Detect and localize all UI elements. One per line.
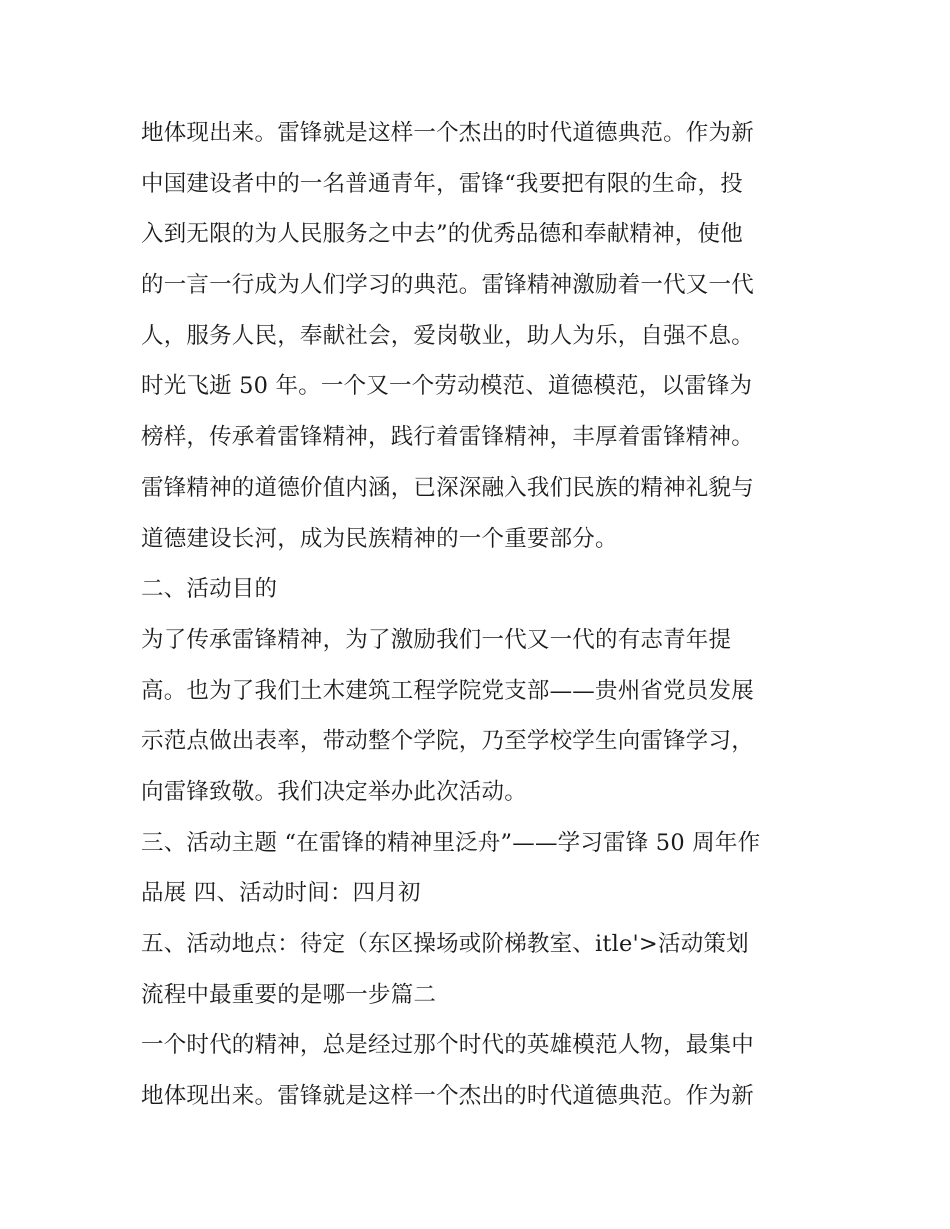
text-line: 示范点做出表率，带动整个学院，乃至学校学生向雷锋学习，	[141, 728, 754, 755]
text-line: 高。也为了我们土木建筑工程学院党支部——贵州省党员发展	[141, 677, 754, 704]
text-line: 为了传承雷锋精神，为了激励我们一代又一代的有志青年提	[141, 626, 732, 653]
text-line: 一个时代的精神，总是经过那个时代的英雄模范人物，最集中	[141, 1032, 754, 1059]
text-line: 向雷锋致敬。我们决定举办此次活动。	[141, 778, 527, 805]
text-line: 人，服务人民，奉献社会，爱岗敬业，助人为乐，自强不息。	[141, 322, 754, 349]
document-body	[141, 108, 821, 1122]
text-line: 入到无限的为人民服务之中去”的优秀品德和奉献精神，使他	[141, 221, 743, 248]
text-line: 雷锋精神的道德价值内涵，已深深融入我们民族的精神礼貌与	[141, 474, 754, 501]
text-line: 流程中最重要的是哪一步篇二	[141, 981, 437, 1008]
text-line: 地体现出来。雷锋就是这样一个杰出的时代道德典范。作为新	[141, 120, 754, 146]
text-line: 地体现出来。雷锋就是这样一个杰出的时代道德典范。作为新	[141, 1083, 754, 1110]
text-line: 品展 四、活动时间：四月初	[141, 880, 421, 907]
text-line: 中国建设者中的一名普通青年，雷锋“我要把有限的生命，投	[141, 170, 743, 197]
text-line: 时光飞逝 50 年。一个又一个劳动模范、道德模范，以雷锋为	[141, 373, 753, 400]
section-heading: 三、活动主题 “在雷锋的精神里泛舟”——学习雷锋 50 周年作	[141, 829, 761, 856]
text-line: 的一言一行成为人们学习的典范。雷锋精神激励着一代又一代	[141, 272, 754, 299]
section-heading: 五、活动地点：待定（东区操场或阶梯教室、itle'>活动策划	[141, 931, 749, 957]
section-heading: 二、活动目的	[141, 576, 278, 603]
text-line: 道德建设长河，成为民族精神的一个重要部分。	[141, 525, 618, 552]
text-line: 榜样，传承着雷锋精神，践行着雷锋精神，丰厚着雷锋精神。	[141, 424, 754, 451]
